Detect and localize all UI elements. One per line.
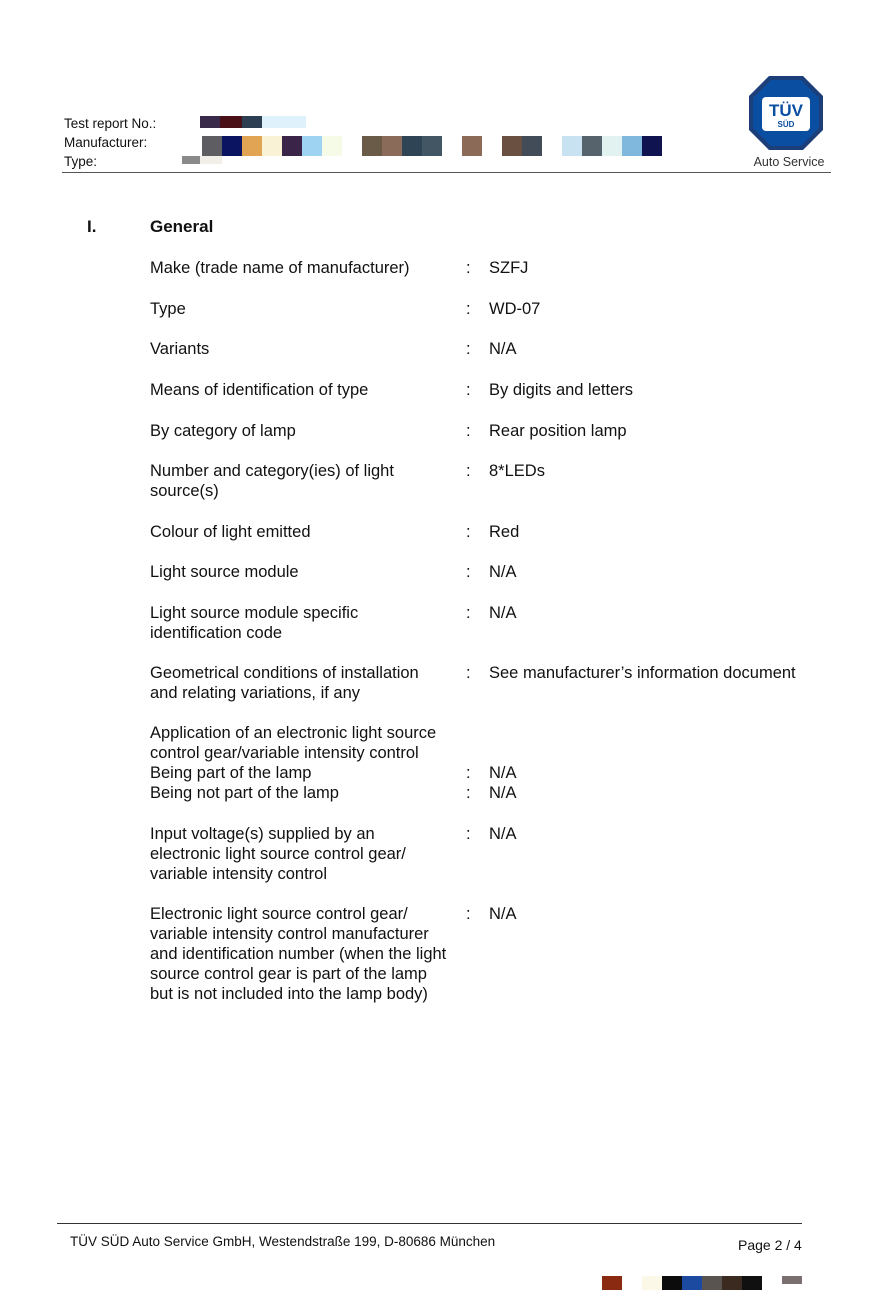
row-label: Colour of light emitted: [150, 523, 311, 541]
row-label: Light source module specific identification code: [150, 604, 359, 642]
row-label: Input voltage(s) supplied by an electronic light source control gear/ variable intensity control: [150, 825, 406, 883]
report-header-labels: [64, 114, 156, 171]
row-colon: :: [466, 784, 471, 802]
manufacturer-label: Manufacturer:: [64, 135, 148, 150]
row-label: Type: [150, 300, 186, 318]
type-label: Type:: [64, 154, 98, 169]
row-value: 8*LEDs: [489, 462, 545, 480]
footer-address: TÜV SÜD Auto Service GmbH, Westendstraße 199, D-80686 München: [70, 1234, 496, 1249]
row-label: Number and category(ies) of light source(s): [150, 462, 394, 500]
row-colon: :: [466, 523, 471, 541]
row-label: Electronic light source control gear/ variable intensity control manufacturer and identification number (when the light source control gear is part of the lamp but is not included into the lamp body): [150, 905, 447, 1003]
row-colon: :: [466, 381, 471, 399]
row-value: SZFJ: [489, 259, 529, 277]
logo-subtext: SÜD: [777, 120, 795, 129]
row-value: See manufacturer’s information document: [489, 664, 796, 682]
page-number: Page 2 / 4: [738, 1237, 802, 1253]
test-report-label: Test report No.:: [64, 116, 157, 131]
row-value: Red: [489, 523, 520, 541]
row-colon: :: [466, 905, 471, 923]
section-title: General: [150, 217, 214, 236]
row-label: Application of an electronic light source control gear/variable intensity control: [150, 724, 437, 762]
row-colon: :: [466, 664, 471, 682]
logo-text: TÜV: [769, 101, 803, 120]
row-value: N/A: [489, 604, 517, 622]
row-value: N/A: [489, 764, 517, 782]
row-label: Variants: [150, 340, 210, 358]
row-value: By digits and letters: [489, 381, 633, 399]
row-label: Being not part of the lamp: [150, 784, 339, 802]
footer-divider: [57, 1223, 802, 1224]
row-colon: :: [466, 563, 471, 581]
header-divider: [62, 172, 831, 173]
row-colon: :: [466, 422, 471, 440]
row-value: N/A: [489, 563, 517, 581]
row-label: Being part of the lamp: [150, 764, 312, 782]
row-value: N/A: [489, 825, 517, 843]
row-label: Means of identification of type: [150, 381, 369, 399]
section-number: I.: [87, 217, 97, 236]
logo-caption: Auto Service: [753, 155, 825, 169]
row-label: Geometrical conditions of installation and relating variations, if any: [150, 664, 419, 702]
row-label: Light source module: [150, 563, 299, 581]
row-label: Make (trade name of manufacturer): [150, 259, 410, 277]
row-colon: :: [466, 764, 471, 782]
row-value: N/A: [489, 340, 517, 358]
row-value: N/A: [489, 905, 517, 923]
row-colon: :: [466, 462, 471, 480]
row-value: WD-07: [489, 300, 541, 318]
row-value: N/A: [489, 784, 517, 802]
row-colon: :: [466, 604, 471, 622]
row-value: Rear position lamp: [489, 422, 627, 440]
row-colon: :: [466, 300, 471, 318]
row-label: By category of lamp: [150, 422, 296, 440]
row-colon: :: [466, 259, 471, 277]
tuv-sud-logo: [747, 74, 825, 152]
row-colon: :: [466, 340, 471, 358]
row-colon: :: [466, 825, 471, 843]
